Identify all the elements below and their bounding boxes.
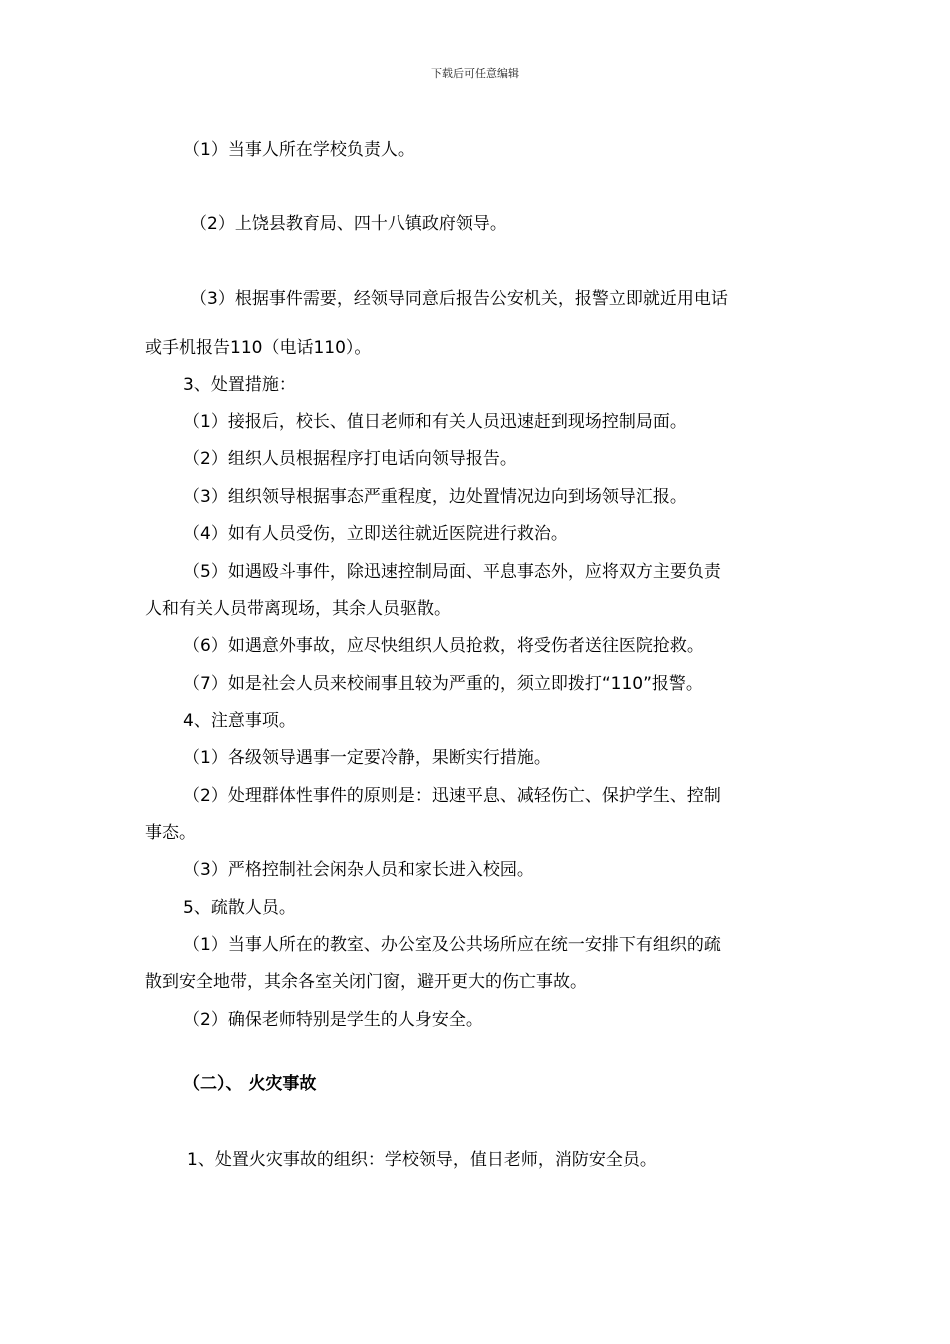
paragraph-line: （7）如是社会人员来校闹事且较为严重的，须立即拨打“110”报警。 <box>183 674 703 694</box>
paragraph-line: （2）确保老师特别是学生的人身安全。 <box>183 1010 483 1030</box>
paragraph-line: （1）各级领导遇事一定要冷静，果断实行措施。 <box>183 748 551 768</box>
paragraph-line: 人和有关人员带离现场，其余人员驱散。 <box>145 599 451 619</box>
paragraph-line: （2）组织人员根据程序打电话向领导报告。 <box>183 449 517 469</box>
paragraph-line: （6）如遇意外事故，应尽快组织人员抢救，将受伤者送往医院抢救。 <box>183 636 704 656</box>
paragraph-line: （1）当事人所在学校负责人。 <box>183 140 415 160</box>
chapter-heading: （二）、 火灾事故 <box>183 1074 317 1094</box>
section-heading: 4、注意事项。 <box>183 711 296 731</box>
paragraph-line: （3）组织领导根据事态严重程度，边处置情况边向到场领导汇报。 <box>183 487 687 507</box>
paragraph-line: 散到安全地带，其余各室关闭门窗，避开更大的伤亡事故。 <box>145 972 587 992</box>
paragraph-line: （3）严格控制社会闲杂人员和家长进入校园。 <box>183 860 534 880</box>
paragraph-line: （3）根据事件需要，经领导同意后报告公安机关，报警立即就近用电话 <box>190 289 728 309</box>
paragraph-line: （5）如遇殴斗事件，除迅速控制局面、平息事态外，应将双方主要负责 <box>183 562 721 582</box>
paragraph-line: （2）处理群体性事件的原则是：迅速平息、减轻伤亡、保护学生、控制 <box>183 786 721 806</box>
paragraph-line: （1）当事人所在的教室、办公室及公共场所应在统一安排下有组织的疏 <box>183 935 721 955</box>
paragraph-line: 1、处置火灾事故的组织：学校领导，值日老师，消防安全员。 <box>187 1150 657 1170</box>
paragraph-line: 事态。 <box>145 823 196 843</box>
paragraph-line: （1）接报后，校长、值日老师和有关人员迅速赶到现场控制局面。 <box>183 412 687 432</box>
paragraph-line: （4）如有人员受伤，立即送往就近医院进行救治。 <box>183 524 568 544</box>
section-heading: 3、处置措施： <box>183 375 296 395</box>
paragraph-line: 或手机报告110（电话110）。 <box>145 338 372 358</box>
section-heading: 5、疏散人员。 <box>183 898 296 918</box>
paragraph-line: （2）上饶县教育局、四十八镇政府领导。 <box>190 214 507 234</box>
page-header: 下载后可任意编辑 <box>431 67 519 80</box>
